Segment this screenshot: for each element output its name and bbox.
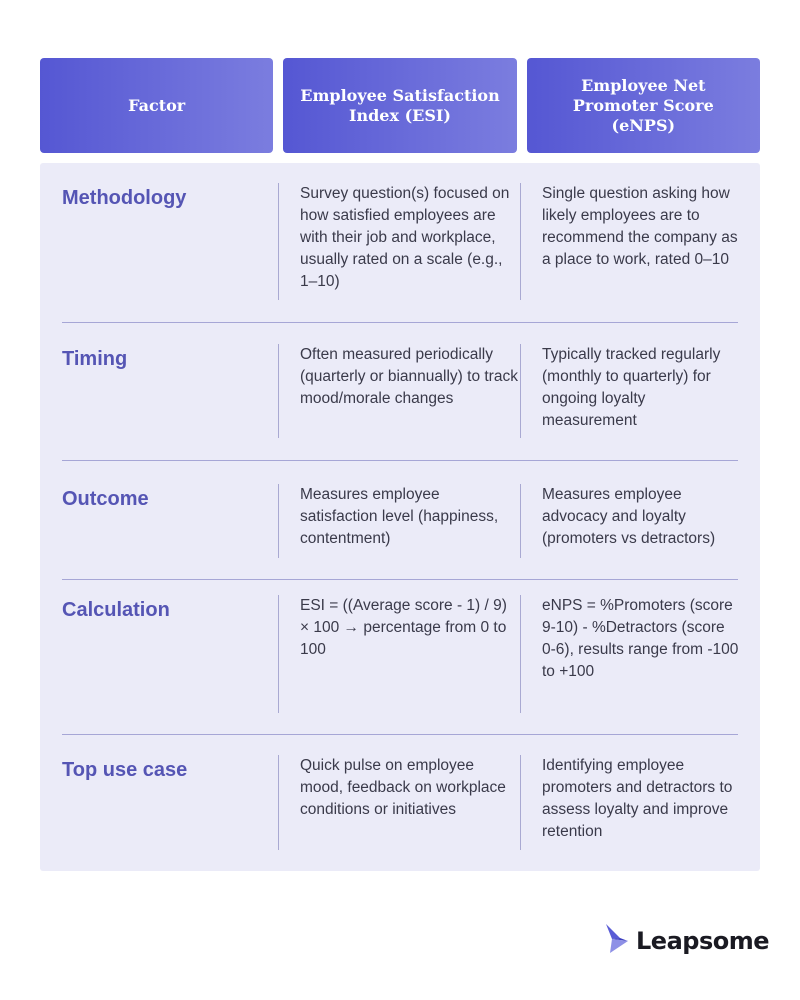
- enps-cell: eNPS = %Promoters (score 9-10) - %Detractors (score 0-6), results range from -100 to +100: [520, 595, 740, 713]
- esi-cell: ESI = ((Average score - 1) / 9) × 100 → percentage from 0 to 100: [278, 595, 520, 713]
- enps-cell: Measures employee advocacy and loyalty (promoters vs detractors): [520, 484, 740, 558]
- factor-label: Top use case: [62, 759, 188, 781]
- esi-cell: Quick pulse on employee mood, feedback on workplace conditions or initiatives: [278, 755, 520, 850]
- header-esi: Employee Satisfaction Index (ESI): [283, 58, 516, 153]
- comparison-table-body: [40, 163, 760, 871]
- table-header: [40, 58, 760, 153]
- esi-cell: Measures employee satisfaction level (happiness, contentment): [278, 484, 520, 558]
- factor-label: Calculation: [62, 599, 170, 621]
- enps-cell: Typically tracked regularly (monthly to quarterly) for ongoing loyalty measurement: [520, 344, 740, 438]
- factor-label: Outcome: [62, 488, 149, 510]
- brand-name: Leapsome: [636, 926, 770, 955]
- header-factor: Factor: [40, 58, 273, 153]
- row-divider: [62, 322, 738, 323]
- row-divider: [62, 734, 738, 735]
- factor-label: Timing: [62, 348, 128, 370]
- header-enps: Employee Net Promoter Score (eNPS): [527, 58, 760, 153]
- leapsome-logo: [604, 922, 769, 959]
- row-divider: [62, 579, 738, 580]
- row-divider: [62, 460, 738, 461]
- factor-label: Methodology: [62, 187, 187, 209]
- esi-cell: Often measured periodically (quarterly or biannually) to track mood/morale changes: [278, 344, 520, 438]
- esi-cell: Survey question(s) focused on how satisfied employees are with their job and workplace, usually rated on a scale (e.g., 1–10): [278, 183, 520, 300]
- enps-cell: Identifying employee promoters and detractors to assess loyalty and improve retention: [520, 755, 740, 850]
- enps-cell: Single question asking how likely employees are to recommend the company as a place to work, rated 0–10: [520, 183, 740, 300]
- bird-logo-icon: [604, 922, 630, 959]
